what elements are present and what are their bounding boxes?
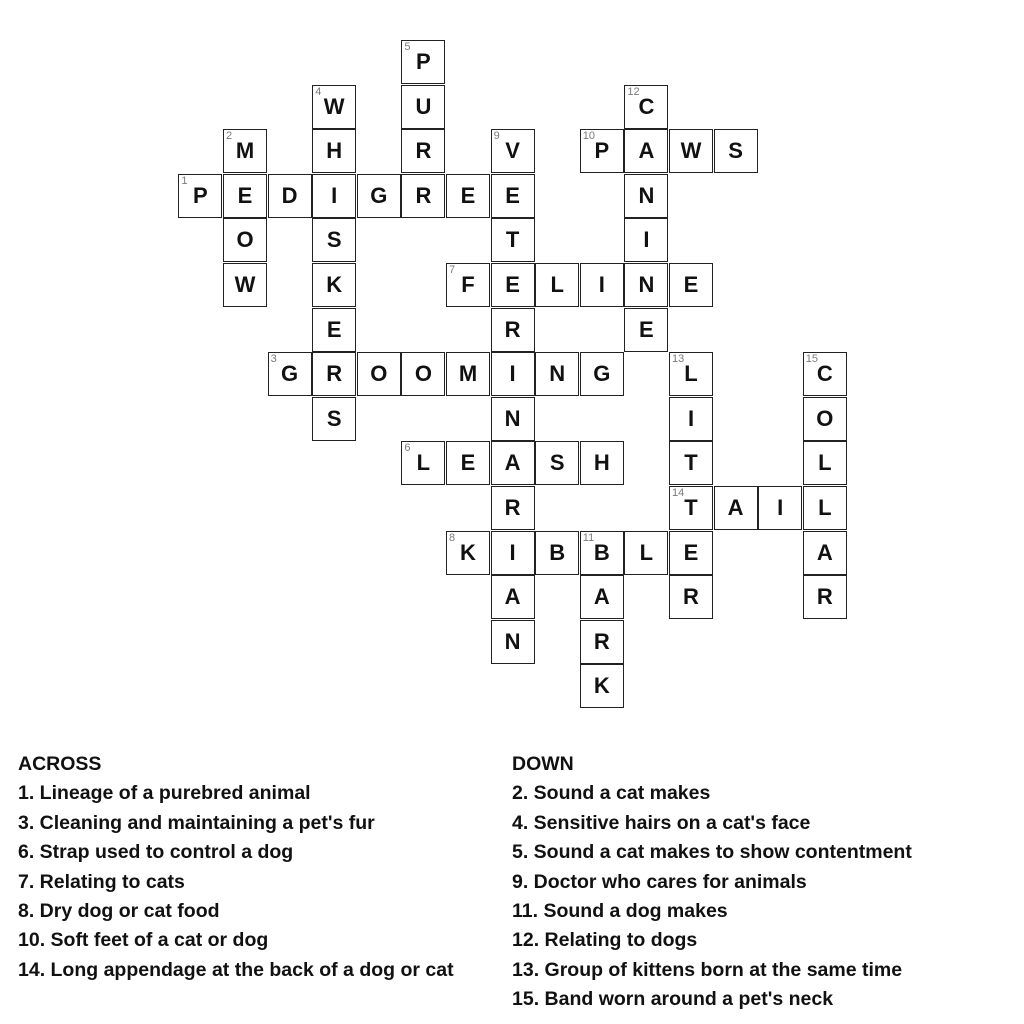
clue-number: 8: [449, 531, 456, 544]
cell-letter: R: [593, 628, 610, 654]
clue-number: 4: [315, 85, 322, 98]
grid-cell[interactable]: [401, 40, 445, 84]
grid-cell[interactable]: [535, 531, 579, 575]
grid-cell[interactable]: [357, 174, 401, 218]
across-clue: 8. Dry dog or cat food: [18, 899, 220, 922]
grid-cell[interactable]: [624, 263, 668, 307]
clue-number: 3: [270, 353, 277, 366]
grid-cell[interactable]: [312, 85, 356, 129]
grid-cell[interactable]: [223, 129, 267, 173]
grid-cell[interactable]: [803, 575, 847, 619]
clue-number: 12: [627, 85, 640, 98]
grid-cell[interactable]: [312, 352, 356, 396]
cell-letter: L: [818, 495, 832, 520]
clue-number: 2: [226, 130, 233, 143]
across-clues: [18, 750, 454, 985]
grid-cell[interactable]: [669, 575, 713, 619]
clue-number: 15: [805, 353, 819, 366]
down-clue: 15. Band worn around a pet's neck: [512, 988, 834, 1011]
grid-cell[interactable]: [669, 129, 713, 173]
cell-letter: K: [593, 673, 610, 699]
grid-cell[interactable]: [312, 174, 356, 218]
grid-cell[interactable]: [803, 531, 847, 575]
clue-number: 9: [493, 130, 500, 143]
cell-letter: P: [594, 138, 610, 164]
cell-letter: A: [727, 495, 744, 520]
cell-letter: E: [237, 182, 253, 208]
cell-letter: E: [505, 182, 520, 208]
grid-cell[interactable]: [714, 129, 758, 173]
cell-letter: E: [505, 272, 520, 297]
grid-cell[interactable]: [669, 441, 713, 485]
cell-letter: R: [816, 584, 833, 610]
cell-letter: A: [504, 450, 521, 476]
grid-cell[interactable]: [803, 486, 847, 530]
grid-cell[interactable]: [669, 397, 713, 441]
grid-cell[interactable]: [446, 174, 490, 218]
grid-cell[interactable]: [268, 174, 312, 218]
down-heading: DOWN: [512, 753, 574, 775]
cell-letter: N: [638, 272, 655, 297]
cell-letter: G: [370, 182, 388, 208]
across-clue: 10. Soft feet of a cat or dog: [18, 929, 269, 952]
cell-letter: E: [460, 450, 476, 476]
grid-cell[interactable]: [401, 174, 445, 218]
grid-cell[interactable]: [624, 531, 668, 575]
grid-cell[interactable]: [446, 352, 490, 396]
clue-number: 10: [582, 130, 596, 143]
down-clues: [512, 750, 912, 1015]
cell-letter: E: [683, 539, 699, 565]
grid-cell[interactable]: [446, 531, 490, 575]
grid-cell[interactable]: [580, 129, 624, 173]
grid-cell[interactable]: [535, 441, 579, 485]
cell-letter: F: [461, 272, 475, 297]
grid-cell[interactable]: [491, 486, 535, 530]
cell-letter: D: [281, 182, 298, 208]
cell-letter: N: [638, 182, 655, 208]
across-clue: 1. Lineage of a purebred animal: [18, 782, 311, 805]
grid-cell[interactable]: [401, 85, 445, 129]
grid-cell[interactable]: [491, 129, 535, 173]
grid-cell[interactable]: [491, 575, 535, 619]
cell-letter: A: [504, 584, 521, 610]
across-clue: 7. Relating to cats: [18, 870, 185, 893]
cell-letter: H: [326, 138, 343, 164]
grid-cell[interactable]: [491, 263, 535, 307]
cell-letter: R: [683, 584, 699, 610]
grid-cell[interactable]: [223, 174, 267, 218]
cell-letter: P: [193, 182, 208, 208]
down-clue: 4. Sensitive hairs on a cat's face: [512, 811, 811, 834]
down-clue: 11. Sound a dog makes: [512, 899, 728, 922]
cell-letter: V: [505, 138, 520, 164]
cell-letter: I: [509, 539, 516, 565]
grid-cell[interactable]: [357, 352, 401, 396]
cell-letter: I: [598, 272, 605, 297]
grid-cell[interactable]: [401, 441, 445, 485]
cell-letter: M: [458, 361, 478, 387]
grid-cell[interactable]: [669, 531, 713, 575]
across-heading: ACROSS: [18, 753, 102, 775]
cell-letter: L: [818, 450, 832, 476]
cell-letter: C: [816, 361, 833, 387]
cell-letter: E: [683, 272, 699, 297]
grid-cell[interactable]: [491, 352, 535, 396]
cell-letter: I: [643, 227, 650, 253]
grid-cell[interactable]: [669, 486, 713, 530]
grid-cell[interactable]: [624, 85, 668, 129]
cell-letter: E: [326, 316, 342, 342]
cell-letter: N: [504, 628, 521, 654]
grid-cell[interactable]: [178, 174, 222, 218]
grid-cell[interactable]: [803, 352, 847, 396]
cell-letter: N: [549, 361, 566, 387]
cell-letter: E: [639, 316, 654, 342]
grid-cell[interactable]: [491, 308, 535, 352]
grid-cell[interactable]: [491, 218, 535, 262]
cell-letter: O: [414, 361, 432, 387]
grid-cell[interactable]: [803, 397, 847, 441]
grid-cell[interactable]: [669, 263, 713, 307]
grid-cell[interactable]: [624, 174, 668, 218]
across-clue: 14. Long appendage at the back of a dog or cat: [18, 958, 454, 981]
cell-letter: C: [638, 93, 655, 119]
cell-letter: E: [460, 182, 476, 208]
cell-letter: B: [593, 539, 610, 565]
across-clue: 6. Strap used to control a dog: [18, 841, 294, 864]
grid-cell[interactable]: [312, 129, 356, 173]
cell-letter: A: [593, 584, 610, 610]
cell-letter: O: [236, 227, 254, 253]
cell-letter: W: [680, 138, 702, 164]
cell-letter: A: [816, 539, 833, 565]
cell-letter: O: [370, 361, 388, 387]
grid-cell[interactable]: [580, 263, 624, 307]
cell-letter: H: [593, 450, 610, 476]
cell-letter: L: [639, 539, 654, 565]
clue-number: 1: [181, 174, 188, 187]
grid-cell[interactable]: [580, 620, 624, 664]
grid-cell[interactable]: [401, 352, 445, 396]
clue-number: 6: [404, 442, 411, 455]
cell-letter: T: [684, 495, 698, 520]
clue-number: 5: [404, 41, 411, 53]
grid-cell[interactable]: [669, 352, 713, 396]
grid-cell[interactable]: [624, 218, 668, 262]
cell-letter: T: [505, 227, 520, 253]
cell-letter: O: [816, 405, 834, 431]
down-clue: 2. Sound a cat makes: [512, 782, 711, 805]
cell-letter: I: [777, 495, 784, 520]
grid-cell[interactable]: [624, 129, 668, 173]
cell-letter: S: [326, 227, 342, 253]
cell-letter: B: [549, 539, 566, 565]
grid-cell[interactable]: [491, 620, 535, 664]
cell-letter: A: [638, 138, 655, 164]
cell-letter: I: [687, 405, 695, 431]
grid-cell[interactable]: [580, 575, 624, 619]
cell-letter: I: [509, 361, 516, 387]
cell-letter: L: [684, 361, 698, 387]
clue-number: 11: [582, 531, 595, 544]
cell-letter: I: [331, 182, 338, 208]
cell-letter: U: [415, 93, 432, 119]
cell-letter: P: [416, 49, 431, 74]
cell-letter: K: [460, 539, 476, 565]
grid-cell[interactable]: [268, 352, 312, 396]
cell-letter: G: [281, 361, 299, 387]
grid-cell[interactable]: [580, 352, 624, 396]
grid-cell[interactable]: [312, 218, 356, 262]
cell-letter: S: [728, 138, 743, 164]
cell-letter: R: [504, 316, 521, 342]
grid-cell[interactable]: [446, 263, 490, 307]
cell-letter: L: [550, 272, 564, 297]
cell-letter: N: [504, 405, 521, 431]
clue-number: 7: [449, 264, 456, 276]
grid-cell[interactable]: [223, 218, 267, 262]
cell-letter: R: [415, 138, 432, 164]
down-clue: 5. Sound a cat makes to show contentment: [512, 841, 912, 864]
grid-cell[interactable]: [491, 397, 535, 441]
cell-letter: S: [549, 450, 565, 476]
down-clue: 12. Relating to dogs: [512, 929, 698, 952]
cell-letter: G: [593, 361, 611, 387]
grid-cell[interactable]: [803, 441, 847, 485]
grid-cell[interactable]: [312, 397, 356, 441]
cell-letter: T: [684, 450, 698, 476]
grid-cell[interactable]: [580, 531, 624, 575]
grid-cell[interactable]: [535, 263, 579, 307]
grid-cell[interactable]: [580, 664, 624, 708]
cell-letter: K: [326, 272, 343, 297]
down-clue: 9. Doctor who cares for animals: [512, 870, 807, 893]
down-clue: 13. Group of kittens born at the same time: [512, 958, 903, 981]
grid-cell[interactable]: [223, 263, 267, 307]
grid-cell[interactable]: [312, 308, 356, 352]
clue-number: 14: [672, 487, 685, 499]
grid-cell[interactable]: [714, 486, 758, 530]
cell-letter: R: [415, 182, 432, 208]
grid-cell[interactable]: [624, 308, 668, 352]
cell-letter: W: [234, 272, 256, 297]
across-clue: 3. Cleaning and maintaining a pet's fur: [18, 811, 375, 834]
grid-cell[interactable]: [758, 486, 802, 530]
clue-number: 13: [672, 353, 685, 366]
grid-cell[interactable]: [491, 174, 535, 218]
cell-letter: R: [326, 361, 343, 387]
cell-letter: R: [504, 495, 521, 520]
grid-cell[interactable]: [401, 129, 445, 173]
grid-cell[interactable]: [491, 441, 535, 485]
grid-cell[interactable]: [535, 352, 579, 396]
cell-letter: S: [326, 405, 342, 431]
grid-cell[interactable]: [491, 531, 535, 575]
cell-letter: M: [235, 138, 255, 164]
cell-letter: W: [323, 93, 345, 119]
grid-cell[interactable]: [580, 441, 624, 485]
cell-letter: L: [416, 450, 431, 476]
grid-cell[interactable]: [312, 263, 356, 307]
grid-cell[interactable]: [446, 441, 490, 485]
